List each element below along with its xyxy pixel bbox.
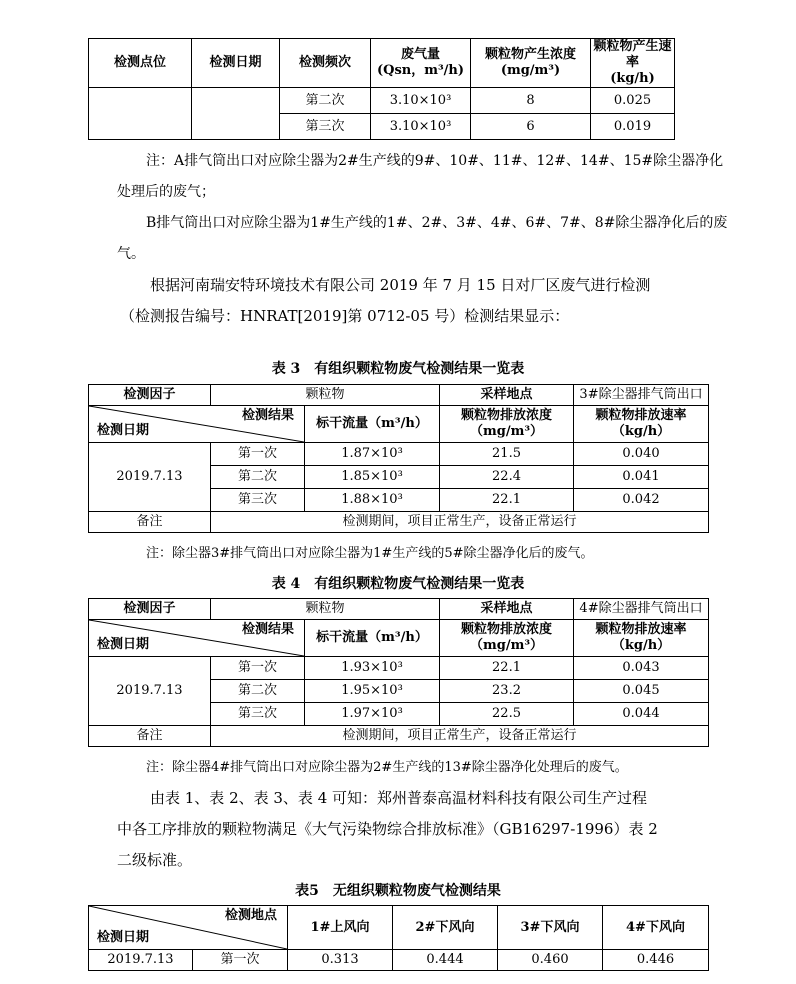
top-table [88, 38, 675, 140]
para2-line2: 中各工序排放的颗粒物满足《大气污染物综合排放标准》（GB16297-1996）表 2 [117, 820, 658, 838]
site-label: 采样地点 [440, 599, 574, 620]
remark-label: 备注 [89, 512, 211, 533]
diag-bottom-label: 检测日期 [97, 930, 150, 945]
table4 [88, 598, 709, 747]
table3-caption: 表 3 有组织颗粒物废气检测结果一览表 [271, 361, 525, 377]
table-cell: 1.97×10³ [305, 703, 440, 726]
note-b-line1: B排气筒出口对应除尘器为1#生产线的1#、2#、3#、4#、6#、7#、8#除尘器净化后的废 [146, 215, 728, 231]
table-cell: 0.460 [498, 950, 603, 971]
note-b-line2: 气。 [117, 246, 145, 262]
table-cell: 0.444 [393, 950, 498, 971]
table-cell: 21.5 [440, 443, 574, 466]
header-conc: 颗粒物排放浓度 （mg/m³） [440, 620, 574, 657]
table-cell: 1.87×10³ [305, 443, 440, 466]
diag-bottom-label: 检测日期 [97, 423, 150, 438]
table-cell: 0.043 [574, 657, 709, 680]
table-cell: 0.044 [574, 703, 709, 726]
header-site-1: 1#上风向 [288, 906, 393, 950]
header-conc: 颗粒物排放浓度 （mg/m³） [440, 406, 574, 443]
header-site-2: 2#下风向 [393, 906, 498, 950]
remark-value: 检测期间，项目正常生产，设备正常运行 [211, 512, 709, 533]
table-cell: 第二次 [211, 680, 305, 703]
table-cell: 1.93×10³ [305, 657, 440, 680]
remark-label: 备注 [89, 726, 211, 747]
table-cell: 22.1 [440, 489, 574, 512]
table-cell: 第一次 [211, 657, 305, 680]
para2-line1: 由表 1、表 2、表 3、表 4 可知：郑州普泰高温材料科技有限公司生产过程 [150, 789, 648, 807]
table5 [88, 905, 709, 971]
table-cell: 22.1 [440, 657, 574, 680]
table-cell: 第三次 [211, 703, 305, 726]
table3 [88, 384, 709, 533]
empty-site-cell [89, 88, 192, 140]
diagonal-header [89, 620, 305, 657]
table-cell: 0.025 [591, 88, 675, 114]
table-cell: 第一次 [193, 950, 288, 971]
site-value: 3#除尘器排气筒出口 [574, 385, 709, 406]
header-site: 检测点位 [89, 39, 192, 88]
header-flow: 标干流量（m³/h） [305, 406, 440, 443]
diag-bottom-label: 检测日期 [97, 637, 150, 652]
factor-value: 颗粒物 [211, 599, 440, 620]
table-cell: 1.85×10³ [305, 466, 440, 489]
para1-line2: （检测报告编号：HNRAT[2019]第 0712-05 号）检测结果显示： [120, 307, 570, 325]
table3-note: 注：除尘器3#排气筒出口对应除尘器为1#生产线的5#除尘器净化后的废气。 [146, 546, 594, 561]
remark-value: 检测期间，项目正常生产，设备正常运行 [211, 726, 709, 747]
table-cell: 0.446 [603, 950, 709, 971]
diag-top-label: 检测结果 [241, 622, 294, 637]
table-cell: 6 [471, 114, 591, 140]
table-cell: 第二次 [211, 466, 305, 489]
site-value: 4#除尘器排气筒出口 [574, 599, 709, 620]
site-label: 采样地点 [440, 385, 574, 406]
diagonal-header [89, 906, 288, 950]
header-date: 检测日期 [192, 39, 280, 88]
header-conc: 颗粒物产生浓度 (mg/m³) [471, 39, 591, 88]
note-a-line2: 处理后的废气； [117, 184, 215, 200]
header-site-4: 4#下风向 [603, 906, 709, 950]
para1-line1: 根据河南瑞安特环境技术有限公司 2019 年 7 月 15 日对厂区废气进行检测 [150, 276, 651, 294]
table-cell: 第二次 [280, 88, 371, 114]
header-rate: 颗粒物排放速率 （kg/h） [574, 406, 709, 443]
table-cell: 22.5 [440, 703, 574, 726]
header-flow: 废气量 (Qsn，m³/h) [371, 39, 471, 88]
diag-top-label: 检测地点 [224, 908, 277, 923]
factor-value: 颗粒物 [211, 385, 440, 406]
table-cell: 8 [471, 88, 591, 114]
header-rate: 颗粒物产生速率 (kg/h) [591, 39, 675, 88]
table-cell: 0.040 [574, 443, 709, 466]
table5-caption: 表5 无组织颗粒物废气检测结果 [295, 883, 501, 899]
table4-note: 注：除尘器4#排气筒出口对应除尘器为2#生产线的13#除尘器净化处理后的废气。 [146, 760, 628, 775]
para2-line3: 二级标准。 [117, 851, 193, 869]
header-freq: 检测频次 [280, 39, 371, 88]
table-cell: 第三次 [211, 489, 305, 512]
table-cell: 第三次 [280, 114, 371, 140]
header-flow: 标干流量（m³/h） [305, 620, 440, 657]
table-cell: 22.4 [440, 466, 574, 489]
note-a-line1: 注：A排气筒出口对应除尘器为2#生产线的9#、10#、11#、12#、14#、15#除尘器净化 [146, 153, 724, 169]
date-cell: 2019.7.13 [89, 443, 211, 512]
table4-caption: 表 4 有组织颗粒物废气检测结果一览表 [271, 576, 525, 592]
factor-label: 检测因子 [89, 599, 211, 620]
diagonal-header [89, 406, 305, 443]
table-cell: 0.042 [574, 489, 709, 512]
date-cell: 2019.7.13 [89, 950, 193, 971]
header-site-3: 3#下风向 [498, 906, 603, 950]
factor-label: 检测因子 [89, 385, 211, 406]
table-cell: 1.95×10³ [305, 680, 440, 703]
date-cell: 2019.7.13 [89, 657, 211, 726]
table-cell: 0.019 [591, 114, 675, 140]
table-cell: 3.10×10³ [371, 88, 471, 114]
table-cell: 0.313 [288, 950, 393, 971]
table-cell: 1.88×10³ [305, 489, 440, 512]
diag-top-label: 检测结果 [241, 408, 294, 423]
header-rate: 颗粒物排放速率 （kg/h） [574, 620, 709, 657]
empty-date-cell [192, 88, 280, 140]
table-cell: 3.10×10³ [371, 114, 471, 140]
table-cell: 0.045 [574, 680, 709, 703]
table-cell: 23.2 [440, 680, 574, 703]
table-cell: 0.041 [574, 466, 709, 489]
table-cell: 第一次 [211, 443, 305, 466]
